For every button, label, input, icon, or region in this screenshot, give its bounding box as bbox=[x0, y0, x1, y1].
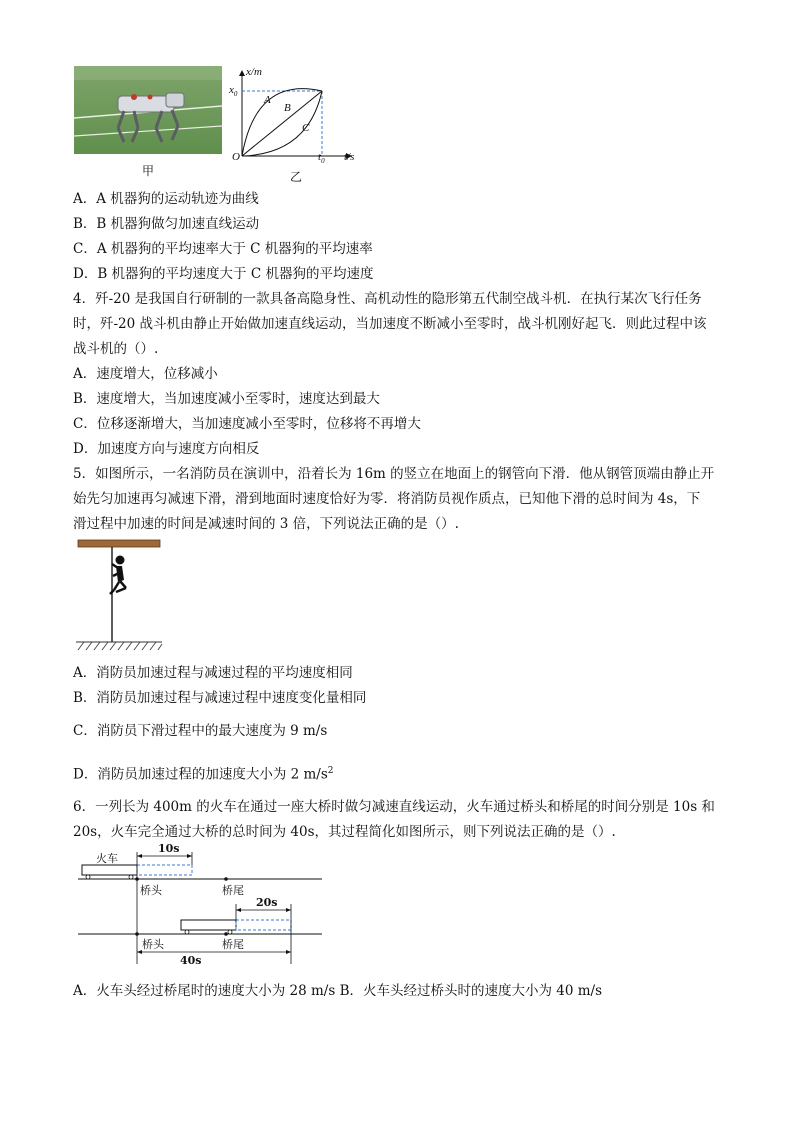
firefighter-figure-svg bbox=[74, 538, 166, 656]
q4-option-b: B．速度增大，当加速度减小至零时，速度达到最大 bbox=[73, 391, 380, 407]
t0-symbol: t bbox=[318, 151, 322, 163]
total-time-label: 40s bbox=[180, 954, 202, 967]
curve-a-label: A bbox=[264, 94, 271, 106]
q3-option-d: D．B 机器狗的平均速度大于 C 机器狗的平均速度 bbox=[73, 266, 374, 282]
bridge-head-2-label: 桥头 bbox=[142, 938, 164, 951]
q4-option-a: A．速度增大，位移减小 bbox=[73, 366, 218, 382]
bridge-tail-1-label: 桥尾 bbox=[222, 884, 244, 897]
q5-option-d-text: D．消防员加速过程的加速度大小为 2 m/s bbox=[73, 766, 328, 783]
q4-option-c: C．位移逐渐增大，当加速度减小至零时，位移将不再增大 bbox=[73, 416, 421, 432]
bridge-tail-2-label: 桥尾 bbox=[222, 938, 244, 951]
q5-option-d bbox=[73, 762, 334, 784]
q5-option-b: B．消防员加速过程与减速过程中速度变化量相同 bbox=[73, 690, 367, 706]
x0-subscript: 0 bbox=[233, 90, 238, 99]
q3-option-c: C．A 机器狗的平均速率大于 C 机器狗的平均速率 bbox=[73, 241, 373, 257]
origin-label: O bbox=[232, 151, 240, 163]
q3-option-b: B．B 机器狗做匀加速直线运动 bbox=[73, 216, 260, 232]
firefighter-figure bbox=[74, 538, 166, 656]
q6-stem-line-2: 20s，火车完全通过大桥的总时间为 40s，其过程简化如图所示，则下列说法正确的是（）. bbox=[73, 824, 616, 840]
x0-symbol: x bbox=[229, 84, 234, 96]
q4-stem-line-1: 4．歼-20 是我国自行研制的一款具备高隐身性、高机动性的隐形第五代制空战斗机．在执行某次飞行任务 bbox=[73, 291, 702, 307]
graph-caption: 乙 bbox=[290, 170, 303, 184]
q6-stem-line-1: 6．一列长为 400m 的火车在通过一座大桥时做匀减速直线运动，火车通过桥头和桥尾的时间分别是 10s 和 bbox=[73, 799, 715, 815]
q4-option-d: D．加速度方向与速度方向相反 bbox=[73, 441, 260, 457]
t0-label bbox=[318, 151, 325, 165]
q5-stem-line-2: 始先匀加速再匀减速下滑，滑到地面时速度恰好为零．将消防员视作质点，已知他下滑的总时间为 4s，下 bbox=[73, 491, 701, 507]
train-label: 火车 bbox=[96, 852, 118, 865]
curve-b-label: B bbox=[284, 102, 291, 114]
robot-dog-photo bbox=[74, 66, 222, 154]
q5-option-c: C．消防员下滑过程中的最大速度为 9 m/s bbox=[73, 723, 328, 739]
q3-option-a: A．A 机器狗的运动轨迹为曲线 bbox=[73, 191, 259, 207]
bridge-head-1-label: 桥头 bbox=[140, 884, 162, 897]
q5-stem-line-1: 5．如图所示，一名消防员在演训中，沿着长为 16m 的竖立在地面上的钢管向下滑．他从钢管顶端由静止开 bbox=[73, 466, 715, 482]
q5-option-d-superscript: 2 bbox=[327, 766, 334, 776]
q6-options-a-b: A．火车头经过桥尾时的速度大小为 28 m/s B．火车头经过桥头时的速度大小为 40 m/s bbox=[73, 983, 603, 999]
q4-stem-line-2: 时，歼-20 战斗机由静止开始做加速直线运动，当加速度不断减小至零时，战斗机刚好起飞．则此过程中该 bbox=[73, 316, 707, 332]
t1-label: 10s bbox=[158, 842, 180, 855]
y-axis-label: x/m bbox=[246, 66, 262, 78]
q4-stem-line-3: 战斗机的（）. bbox=[73, 341, 159, 357]
t0-subscript: 0 bbox=[321, 157, 325, 166]
x-axis-label: t/s bbox=[344, 151, 355, 163]
q5-option-a: A．消防员加速过程与减速过程的平均速度相同 bbox=[73, 665, 353, 681]
t2-label: 20s bbox=[256, 896, 278, 909]
robot-dog-photo-svg bbox=[74, 66, 222, 154]
x0-label bbox=[229, 84, 237, 98]
q5-stem-line-3: 滑过程中加速的时间是减速时间的 3 倍，下列说法正确的是（）. bbox=[73, 516, 459, 532]
photo-caption: 甲 bbox=[142, 164, 155, 178]
curve-c-label: C bbox=[302, 122, 310, 134]
